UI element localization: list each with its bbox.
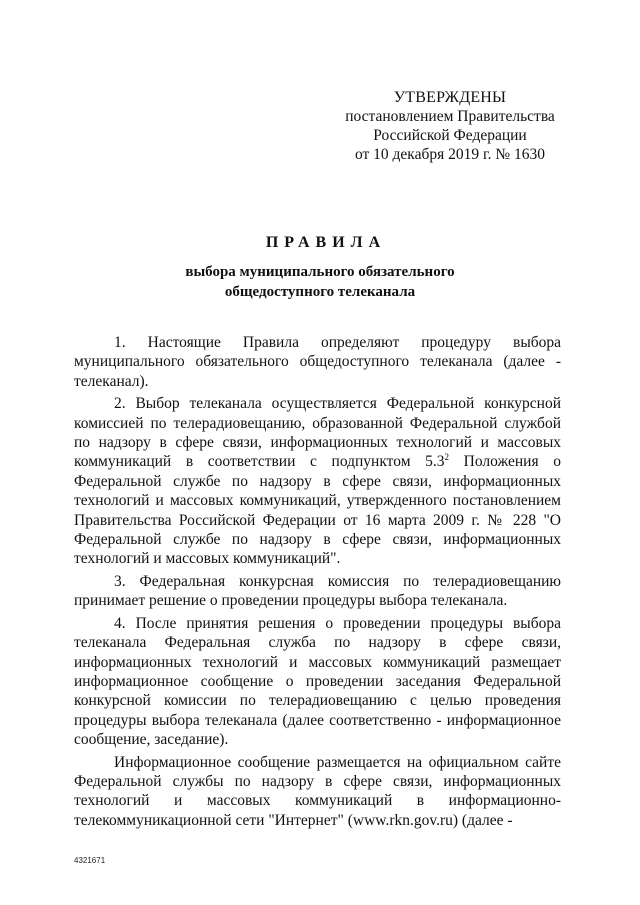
approval-line-1: постановлением Правительства: [345, 108, 555, 125]
paragraph-2: [74, 394, 561, 569]
paragraph-1: 1. Настоящие Правила определяют процедуру выбора муниципального обязательного общедоступного телеканала (далее - телеканал).: [74, 334, 561, 390]
paragraph-2-text-b: Положения о Федеральной службе по надзору в сфере связи, информационных технологий и массовых коммуникаций, утвержденного постановлением Правительства Российской Федерации от 16 марта 2009 г. № 228 "О Федеральной службе по надзору в сфере связи, информационных технологий и массовых коммуникаций".: [74, 453, 561, 568]
document-title: ПРАВИЛА: [265, 234, 387, 251]
approval-stamp: [340, 88, 560, 164]
approval-line-3: от 10 декабря 2019 г. № 1630: [354, 146, 546, 163]
paragraph-5: Информационное сообщение размещается на официальном сайте Федеральной службы по надзору в сфере связи, информационных технологий и массовых коммуникаций в информационно-телекоммуникационной сети "Интернет" (www.rkn.gov.ru) (далее -: [74, 753, 561, 829]
subtitle-line-1: выбора муниципального обязательного: [185, 264, 455, 280]
approval-line-2: Российской Федерации: [373, 127, 527, 144]
document-body: [74, 333, 561, 830]
paragraph-3: 3. Федеральная конкурсная комиссия по телерадиовещанию принимает решение о проведении процедуры выбора телеканала.: [74, 572, 561, 610]
document-subtitle: [0, 262, 640, 302]
document-code: 4321671: [74, 856, 106, 865]
subtitle-line-2: общедоступного телеканала: [224, 284, 416, 300]
paragraph-2-superscript: 2: [444, 452, 450, 463]
approval-heading: УТВЕРЖДЕНЫ: [393, 89, 507, 106]
paragraph-4: 4. После принятия решения о проведении процедуры выбора телеканала Федеральная служба по надзору в сфере связи, информационных технологий и массовых коммуникаций размещает информационное сообщение о проведении заседания Федеральной конкурсной комиссии по телерадиовещанию с целью проведения процедуры выбора телеканала (далее соответственно - информационное сообщение, заседание).: [74, 614, 561, 749]
paragraph-2-text-a: 2. Выбор телеканала осуществляется Федеральной конкурсной комиссией по телерадиовещанию, образованной Федеральной службой по надзору в сфере связи, информационных технологий и массовых коммуникаций в соответствии с подпунктом 5.3: [74, 395, 561, 471]
